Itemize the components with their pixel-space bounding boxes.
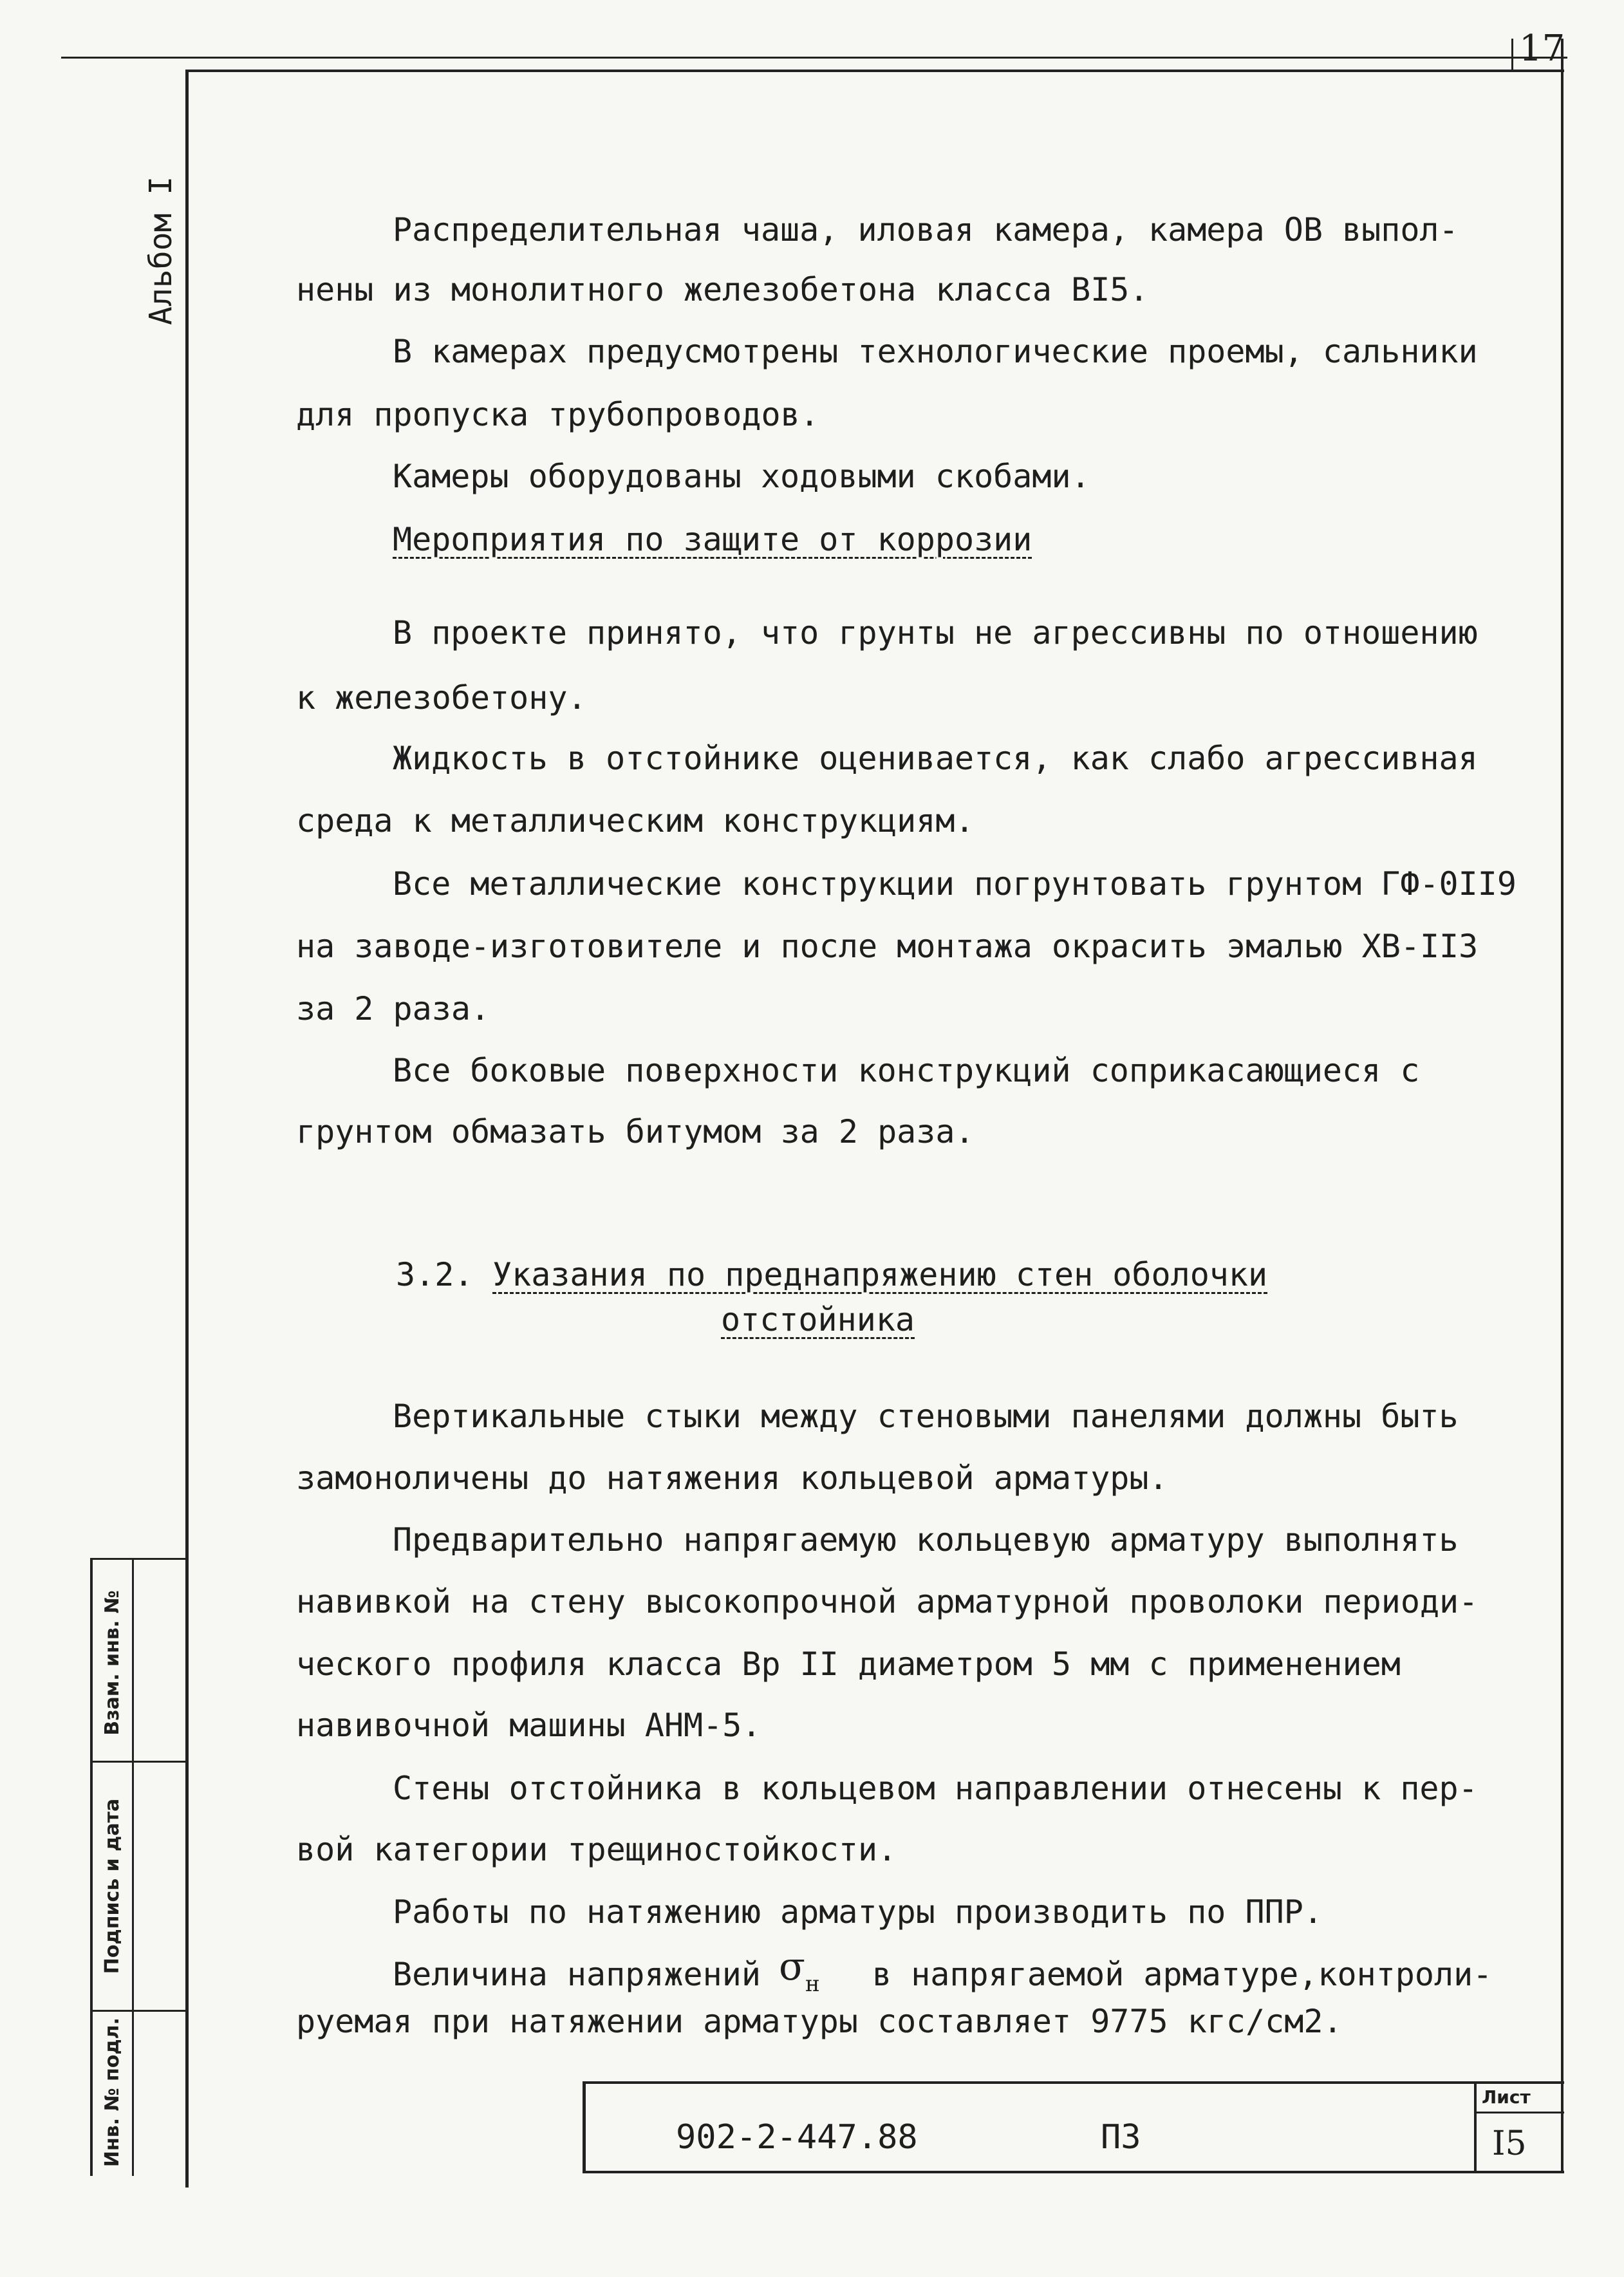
para-line: Распределительная чаша, иловая камера, камера ОВ выпол- <box>393 211 1459 248</box>
album-label: Альбом I <box>143 176 179 325</box>
sheet-cell-left <box>1474 2081 1477 2173</box>
section-number: 3.2. <box>396 1256 474 1293</box>
subheading-corrosion: Мероприятия по защите от коррозии <box>393 521 1032 558</box>
para-line: ческого профиля класса Вр II диаметром 5 мм с применением <box>296 1645 1401 1683</box>
sigma-symbol <box>779 1944 820 1997</box>
para-line: Величина напряжений <box>393 1956 761 1993</box>
sigma-letter: σ <box>779 1944 805 1989</box>
para-line: Вертикальные стыки между стеновыми панелями должны быть <box>393 1398 1459 1435</box>
side-stamp-podpis: Подпись и дата <box>101 1798 124 1974</box>
frame-right-2 <box>1511 39 1513 72</box>
frame-bottom <box>583 2171 1564 2173</box>
para-line: Камеры оборудованы ходовыми скобами. <box>393 458 1090 495</box>
side-stamp-mid <box>132 1558 134 2176</box>
sheet-label: Лист <box>1482 2086 1531 2108</box>
sheet-number: I5 <box>1492 2124 1527 2163</box>
para-line: вой категории трещиностойкости. <box>296 1831 897 1868</box>
para-line: к железобетону. <box>296 679 587 717</box>
para-line: нены из монолитного железобетона класса BI5. <box>296 271 1149 308</box>
para-line: Предварительно напрягаемую кольцевую арматуру выполнять <box>393 1521 1459 1559</box>
para-line: замоноличены до натяжения кольцевой арматуры. <box>296 1459 1168 1497</box>
frame-left <box>185 70 189 2188</box>
para-line: для пропуска трубопроводов. <box>296 396 819 433</box>
para-line: руемая при натяжении арматуры составляет 9775 кгс/см2. <box>296 2003 1343 2040</box>
side-stamp-left <box>90 1558 93 2176</box>
para-line: навивочной машины АНМ-5. <box>296 1707 761 1744</box>
top-rule <box>61 57 1567 59</box>
title-block-left <box>583 2081 586 2173</box>
para-line: на заводе-изготовителе и после монтажа окрасить эмалью ХВ-II3 <box>296 928 1479 965</box>
para-line: в напрягаемой арматуре,контроли- <box>872 1956 1493 1993</box>
para-line: грунтом обмазать битумом за 2 раза. <box>296 1113 975 1150</box>
side-stamp-vzam: Взам. инв. № <box>101 1590 124 1736</box>
para-line: среда к металлическим конструкциям. <box>296 802 975 839</box>
para-line: В проекте принято, что грунты не агрессивны по отношению <box>393 614 1478 651</box>
para-line: В камерах предусмотрены технологические проемы, сальники <box>393 333 1478 370</box>
frame-right <box>1561 39 1563 2173</box>
section-title-line1: Указания по преднапряжению стен оболочки <box>492 1256 1268 1293</box>
para-line: Жидкость в отстойнике оценивается, как слабо агрессивная <box>393 740 1478 777</box>
doc-code: 902-2-447.88 <box>676 2118 918 2157</box>
para-line: Все металлические конструкции погрунтовать грунтом ГФ-0II9 <box>393 865 1517 903</box>
para-line: навивкой на стену высокопрочной арматурной проволоки периоди- <box>296 1583 1479 1620</box>
para-line: Стены отстойника в кольцевом направлении отнесены к пер- <box>393 1770 1478 1807</box>
frame-top <box>187 70 1564 72</box>
para-line: Все боковые поверхности конструкций соприкасающиеся с <box>393 1052 1420 1089</box>
section-title-line2: отстойника <box>721 1301 915 1338</box>
title-block-top <box>583 2081 1564 2084</box>
page-number: 17 <box>1519 28 1565 70</box>
sheet-cell-div <box>1474 2112 1564 2113</box>
para-line: за 2 раза. <box>296 990 490 1027</box>
side-stamp-top <box>90 1558 187 1560</box>
sigma-subscript: н <box>805 1971 820 1997</box>
para-line: Работы по натяжению арматуры производить по ППР. <box>393 1893 1323 1931</box>
side-stamp-inv: Инв. № подл. <box>101 2017 124 2168</box>
section-code: ПЗ <box>1101 2118 1141 2157</box>
